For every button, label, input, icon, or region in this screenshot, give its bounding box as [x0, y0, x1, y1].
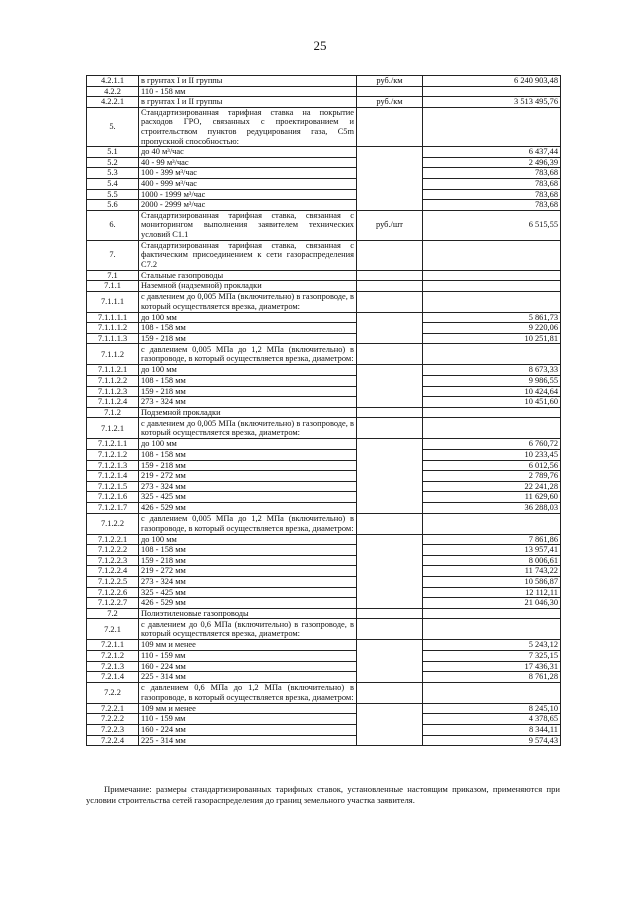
tariff-table — [86, 75, 561, 746]
row-description: Стальные газопроводы — [139, 270, 357, 281]
row-description: до 100 мм — [139, 365, 357, 376]
row-number: 7.1.1.1.2 — [87, 323, 139, 334]
unit-cell — [357, 513, 423, 534]
rate-value: 10 233,45 — [423, 450, 561, 461]
row-description: 219 - 272 мм — [139, 471, 357, 482]
row-description: 159 - 218 мм — [139, 460, 357, 471]
unit-cell — [357, 107, 423, 146]
table-row — [87, 481, 561, 492]
row-description: Наземной (надземной) прокладки — [139, 281, 357, 292]
table-row — [87, 503, 561, 514]
row-description: 2000 - 2999 м³/час — [139, 200, 357, 211]
rate-value: 2 789,76 — [423, 471, 561, 482]
rate-value: 7 325,15 — [423, 650, 561, 661]
table-row — [87, 76, 561, 87]
unit-cell — [357, 270, 423, 281]
table-row — [87, 650, 561, 661]
unit-merged-cell — [357, 534, 423, 608]
row-description: 225 - 314 мм — [139, 735, 357, 746]
row-number: 7.1.1.1.1 — [87, 312, 139, 323]
row-description: 426 - 529 мм — [139, 503, 357, 514]
rate-value: 10 586,87 — [423, 576, 561, 587]
table-row — [87, 450, 561, 461]
row-description: 159 - 218 мм — [139, 555, 357, 566]
rate-value: 12 112,11 — [423, 587, 561, 598]
row-description: с давлением до 0,005 МПа (включительно) в газопроводе, в который осуществляется врезка, диаметром: — [139, 291, 357, 312]
row-number: 7.1.2.1.4 — [87, 471, 139, 482]
rate-value — [423, 513, 561, 534]
row-description: в грунтах I и II группы — [139, 76, 357, 87]
row-description: 426 - 529 мм — [139, 598, 357, 609]
row-description: 219 - 272 мм — [139, 566, 357, 577]
row-number: 7.1.2.2.3 — [87, 555, 139, 566]
table-row — [87, 397, 561, 408]
table-row — [87, 640, 561, 651]
rate-value: 2 496,39 — [423, 157, 561, 168]
rate-value: 21 046,30 — [423, 598, 561, 609]
row-number: 5.6 — [87, 200, 139, 211]
row-description: 225 - 314 мм — [139, 672, 357, 683]
table-row — [87, 86, 561, 97]
row-description: с давлением 0,6 МПа до 1,2 МПа (включительно) в газопроводе, в который осуществляется врезка, диаметром: — [139, 682, 357, 703]
row-description: Полиэтиленовые газопроводы — [139, 608, 357, 619]
rate-value — [423, 407, 561, 418]
row-description: 108 - 158 мм — [139, 376, 357, 387]
table-row — [87, 376, 561, 387]
table-row — [87, 386, 561, 397]
row-description: 40 - 99 м³/час — [139, 157, 357, 168]
rate-value: 17 436,31 — [423, 661, 561, 672]
unit-merged-cell — [357, 640, 423, 682]
unit-cell: руб./км — [357, 97, 423, 108]
row-number: 7.1.1.2.1 — [87, 365, 139, 376]
row-description: Подземной прокладки — [139, 407, 357, 418]
row-number: 5.1 — [87, 147, 139, 158]
row-number: 7.1.2.2 — [87, 513, 139, 534]
table-row — [87, 281, 561, 292]
table-row — [87, 735, 561, 746]
rate-value — [423, 291, 561, 312]
row-number: 4.2.1.1 — [87, 76, 139, 87]
rate-value: 5 243,12 — [423, 640, 561, 651]
rate-value: 9 220,06 — [423, 323, 561, 334]
row-description: 325 - 425 мм — [139, 492, 357, 503]
rate-value — [423, 107, 561, 146]
row-number: 5.2 — [87, 157, 139, 168]
row-description: 108 - 158 мм — [139, 545, 357, 556]
table-row — [87, 576, 561, 587]
rate-value — [423, 281, 561, 292]
row-description: 1000 - 1999 м³/час — [139, 189, 357, 200]
rate-value: 11 629,60 — [423, 492, 561, 503]
rate-value — [423, 608, 561, 619]
rate-value: 783,68 — [423, 168, 561, 179]
row-number: 7.1.2.1.1 — [87, 439, 139, 450]
table-row — [87, 661, 561, 672]
unit-cell: руб./шт — [357, 210, 423, 240]
row-number: 7.2.2.1 — [87, 703, 139, 714]
row-description: 400 - 999 м³/час — [139, 178, 357, 189]
row-number: 7.1.2.1.6 — [87, 492, 139, 503]
row-number: 7.1.2.2.2 — [87, 545, 139, 556]
row-number: 5. — [87, 107, 139, 146]
row-description: 273 - 324 мм — [139, 397, 357, 408]
table-row — [87, 365, 561, 376]
rate-value: 6 012,56 — [423, 460, 561, 471]
rate-value — [423, 682, 561, 703]
row-number: 4.2.2.1 — [87, 97, 139, 108]
table-row — [87, 598, 561, 609]
row-description: 110 - 159 мм — [139, 714, 357, 725]
row-number: 7.1.2.1.2 — [87, 450, 139, 461]
rate-value — [423, 240, 561, 270]
rate-value: 9 986,55 — [423, 376, 561, 387]
rate-value: 10 424,64 — [423, 386, 561, 397]
row-number: 7.2.1.2 — [87, 650, 139, 661]
rate-value: 6 240 903,48 — [423, 76, 561, 87]
table-row — [87, 210, 561, 240]
row-description: 273 - 324 мм — [139, 576, 357, 587]
table-row — [87, 323, 561, 334]
rate-value: 5 861,73 — [423, 312, 561, 323]
row-number: 7.1.1.2.4 — [87, 397, 139, 408]
rate-value: 783,68 — [423, 189, 561, 200]
table-row — [87, 107, 561, 146]
table-row — [87, 407, 561, 418]
table-row — [87, 724, 561, 735]
rate-value: 22 241,28 — [423, 481, 561, 492]
row-number: 4.2.2 — [87, 86, 139, 97]
rate-value: 783,68 — [423, 178, 561, 189]
rate-value: 6 437,44 — [423, 147, 561, 158]
row-description: с давлением до 0,6 МПа (включительно) в газопроводе, в который осуществляется врезка, диаметром: — [139, 619, 357, 640]
unit-cell — [357, 344, 423, 365]
unit-merged-cell — [357, 312, 423, 344]
row-number: 7.2.2 — [87, 682, 139, 703]
unit-cell — [357, 418, 423, 439]
row-number: 7.1.2.2.1 — [87, 534, 139, 545]
table-row — [87, 555, 561, 566]
row-number: 7.2.1.4 — [87, 672, 139, 683]
rate-value: 8 006,61 — [423, 555, 561, 566]
row-number: 7.1.2.2.6 — [87, 587, 139, 598]
row-description: с давлением 0,005 МПа до 1,2 МПа (включительно) в газопроводе, в который осуществляется врезка, диаметром: — [139, 344, 357, 365]
row-description: Стандартизированная тарифная ставка, связанная с фактическим присоединением к сети газораспределения C7.2 — [139, 240, 357, 270]
row-number: 7.2.2.3 — [87, 724, 139, 735]
rate-value: 8 761,28 — [423, 672, 561, 683]
table-row — [87, 534, 561, 545]
rate-value: 3 513 495,76 — [423, 97, 561, 108]
row-number: 7.2.1 — [87, 619, 139, 640]
table-row — [87, 471, 561, 482]
footnote: Примечание: размеры стандартизированных тарифных ставок, установленные настоящим приказом, применяются при условии строительства сетей газораспределения до границ земельного участка заявителя. — [86, 784, 560, 805]
row-number: 7.1.2.2.7 — [87, 598, 139, 609]
rate-value — [423, 418, 561, 439]
row-description: 110 - 159 мм — [139, 650, 357, 661]
row-description: Стандартизированная тарифная ставка на покрытие расходов ГРО, связанных с проектированием и строительством пунктов редуцирования газа, C5m пропускной способностью: — [139, 107, 357, 146]
rate-value — [423, 344, 561, 365]
row-number: 7.1.2.2.4 — [87, 566, 139, 577]
row-description: 159 - 218 мм — [139, 333, 357, 344]
unit-merged-cell — [357, 439, 423, 513]
row-number: 7.1.1 — [87, 281, 139, 292]
rate-value: 8 673,33 — [423, 365, 561, 376]
row-description: до 100 мм — [139, 312, 357, 323]
table-row — [87, 178, 561, 189]
rate-value — [423, 86, 561, 97]
table-row — [87, 460, 561, 471]
table-row — [87, 157, 561, 168]
table-row — [87, 545, 561, 556]
unit-cell — [357, 281, 423, 292]
unit-cell — [357, 291, 423, 312]
rate-value: 9 574,43 — [423, 735, 561, 746]
table-row — [87, 714, 561, 725]
rate-value: 11 743,22 — [423, 566, 561, 577]
unit-cell — [357, 608, 423, 619]
table-row — [87, 147, 561, 158]
rate-value: 6 515,55 — [423, 210, 561, 240]
rate-value: 7 861,86 — [423, 534, 561, 545]
table-row — [87, 492, 561, 503]
row-description: 108 - 158 мм — [139, 450, 357, 461]
table-row — [87, 189, 561, 200]
table-row — [87, 672, 561, 683]
row-number: 7.1.1.2.2 — [87, 376, 139, 387]
row-number: 7.2.1.1 — [87, 640, 139, 651]
unit-merged-cell — [357, 703, 423, 745]
table-row — [87, 312, 561, 323]
rate-value: 36 288,03 — [423, 503, 561, 514]
row-number: 7.1.1.2 — [87, 344, 139, 365]
row-number: 7.1.2.1.3 — [87, 460, 139, 471]
row-description: до 40 м³/час — [139, 147, 357, 158]
row-number: 7.2 — [87, 608, 139, 619]
row-number: 7.1 — [87, 270, 139, 281]
row-number: 7.1.1.1 — [87, 291, 139, 312]
unit-cell: руб./км — [357, 76, 423, 87]
row-description: в грунтах I и II группы — [139, 97, 357, 108]
table-row — [87, 703, 561, 714]
table-row — [87, 270, 561, 281]
rate-value — [423, 270, 561, 281]
table-row — [87, 291, 561, 312]
unit-cell — [357, 682, 423, 703]
rate-value — [423, 619, 561, 640]
row-number: 7.2.2.4 — [87, 735, 139, 746]
row-number: 7.1.2.2.5 — [87, 576, 139, 587]
row-description: 109 мм и менее — [139, 703, 357, 714]
rate-value: 10 251,81 — [423, 333, 561, 344]
table-row — [87, 566, 561, 577]
table-row — [87, 418, 561, 439]
rate-value: 8 344,11 — [423, 724, 561, 735]
row-description: 110 - 158 мм — [139, 86, 357, 97]
row-number: 6. — [87, 210, 139, 240]
rate-value: 4 378,65 — [423, 714, 561, 725]
row-number: 7. — [87, 240, 139, 270]
table-row — [87, 439, 561, 450]
row-number: 7.2.2.2 — [87, 714, 139, 725]
row-description: 273 - 324 мм — [139, 481, 357, 492]
rate-value: 8 245,10 — [423, 703, 561, 714]
row-description: 108 - 158 мм — [139, 323, 357, 334]
unit-cell — [357, 407, 423, 418]
unit-merged-cell — [357, 147, 423, 211]
row-number: 7.1.2 — [87, 407, 139, 418]
table-row — [87, 682, 561, 703]
table-row — [87, 608, 561, 619]
table-row — [87, 200, 561, 211]
table-row — [87, 587, 561, 598]
row-number: 7.1.1.2.3 — [87, 386, 139, 397]
row-description: 159 - 218 мм — [139, 386, 357, 397]
row-number: 7.1.2.1.5 — [87, 481, 139, 492]
unit-cell — [357, 240, 423, 270]
row-description: до 100 мм — [139, 534, 357, 545]
row-number: 7.2.1.3 — [87, 661, 139, 672]
row-description: 109 мм и менее — [139, 640, 357, 651]
rate-value: 783,68 — [423, 200, 561, 211]
table-row — [87, 240, 561, 270]
rate-value: 6 760,72 — [423, 439, 561, 450]
table-row — [87, 97, 561, 108]
row-description: 160 - 224 мм — [139, 661, 357, 672]
row-description: до 100 мм — [139, 439, 357, 450]
row-number: 7.1.1.1.3 — [87, 333, 139, 344]
unit-cell — [357, 86, 423, 97]
rate-value: 10 451,60 — [423, 397, 561, 408]
row-number: 5.3 — [87, 168, 139, 179]
row-description: 160 - 224 мм — [139, 724, 357, 735]
table-row — [87, 619, 561, 640]
page-number: 25 — [313, 38, 327, 53]
table-row — [87, 333, 561, 344]
unit-merged-cell — [357, 365, 423, 407]
row-number: 5.5 — [87, 189, 139, 200]
table-row — [87, 513, 561, 534]
row-description: 325 - 425 мм — [139, 587, 357, 598]
row-description: 100 - 399 м³/час — [139, 168, 357, 179]
unit-cell — [357, 619, 423, 640]
row-description: с давлением до 0,005 МПа (включительно) в газопроводе, в который осуществляется врезка, диаметром: — [139, 418, 357, 439]
rate-value: 13 957,41 — [423, 545, 561, 556]
row-description: Стандартизированная тарифная ставка, связанная с мониторингом выполнения заявителем технических условий C1.1 — [139, 210, 357, 240]
table-row — [87, 168, 561, 179]
row-description: с давлением 0,005 МПа до 1,2 МПа (включительно) в газопроводе, в который осуществляется врезка, диаметром: — [139, 513, 357, 534]
row-number: 7.1.2.1.7 — [87, 503, 139, 514]
row-number: 5.4 — [87, 178, 139, 189]
table-row — [87, 344, 561, 365]
row-number: 7.1.2.1 — [87, 418, 139, 439]
